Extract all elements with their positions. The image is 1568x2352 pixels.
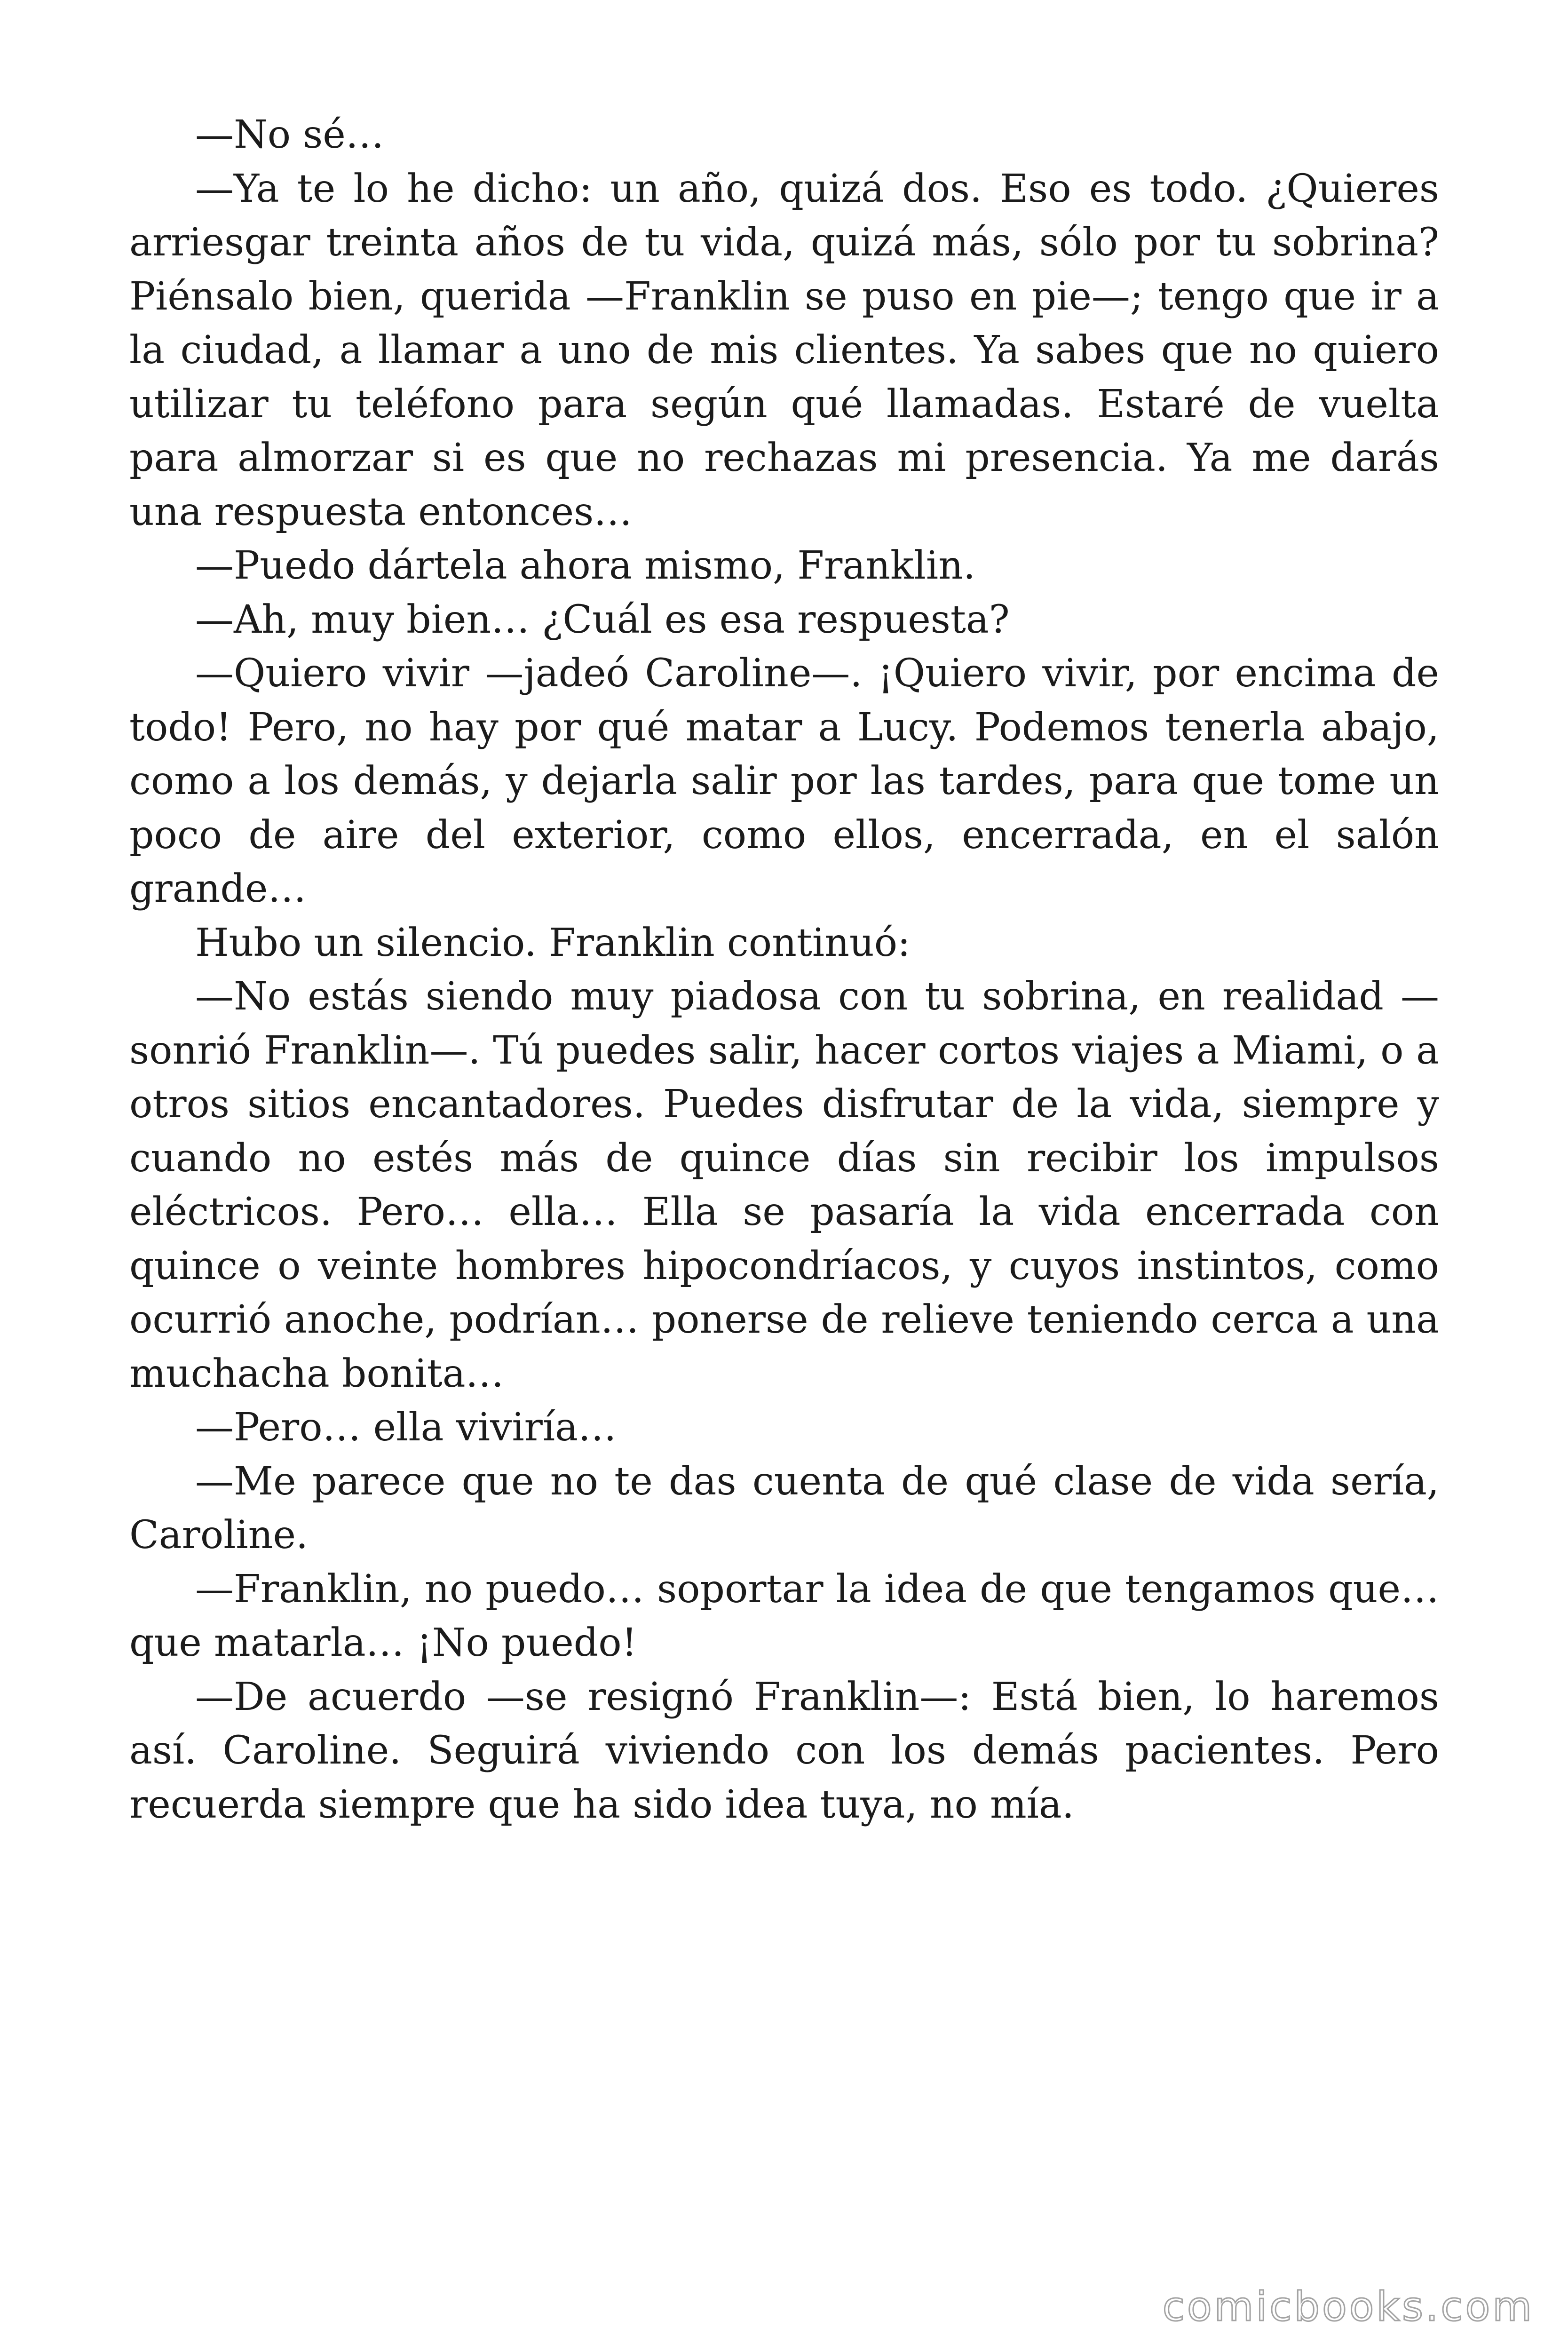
paragraph: —Franklin, no puedo… soportar la idea de que tengamos que… que matarla… ¡No puedo! [129,1566,1439,1665]
paragraph: —Pero… ella viviría… [195,1405,617,1450]
paragraph: Hubo un silencio. Franklin continuó: [195,920,911,965]
paragraph: —No estás siendo muy piadosa con tu sobrina, en realidad —sonrió Franklin—. Tú puedes salir, hacer cortos viajes a Miami, o a otros sitios encantadores. Puedes disfrutar de la vida, siempre y cuando no estés más de quince días sin recibir los impulsos eléctricos. Pero… ella… Ella se pasaría la vida encerrada con quince o veinte hombres hipocondríacos, y cuyos instintos, como ocurrió anoche, podrían… ponerse de relieve teniendo cerca a una muchacha bonita… [129,974,1439,1396]
watermark: comicbooks.com [1162,2283,1534,2330]
paragraph: —Puedo dártela ahora mismo, Franklin. [195,543,976,588]
body-text [129,108,1439,1832]
paragraph: —Ah, muy bien… ¿Cuál es esa respuesta? [195,597,1010,642]
paragraph: —Ya te lo he dicho: un año, quizá dos. Eso es todo. ¿Quieres arriesgar treinta años de tu vida, quizá más, sólo por tu sobrina? Piénsalo bien, querida —Franklin se puso en pie—; tengo que ir a la ciudad, a llamar a uno de mis clientes. Ya sabes que no quiero utilizar tu teléfono para según qué llamadas. Estaré de vuelta para almorzar si es que no rechazas mi presencia. Ya me darás una respuesta entonces… [129,166,1439,534]
paragraph: —No sé… [195,112,384,157]
paragraph: —Me parece que no te das cuenta de qué clase de vida sería, Caroline. [129,1459,1439,1557]
paragraph: —De acuerdo —se resignó Franklin—: Está bien, lo haremos así. Caroline. Seguirá viviendo con los demás pacientes. Pero recuerda siempre que ha sido idea tuya, no mía. [129,1674,1439,1827]
paragraph: —Quiero vivir —jadeó Caroline—. ¡Quiero vivir, por encima de todo! Pero, no hay por qué matar a Lucy. Podemos tenerla abajo, como a los demás, y dejarla salir por las tardes, para que tome un poco de aire del exterior, como ellos, encerrada, en el salón grande… [129,651,1439,911]
